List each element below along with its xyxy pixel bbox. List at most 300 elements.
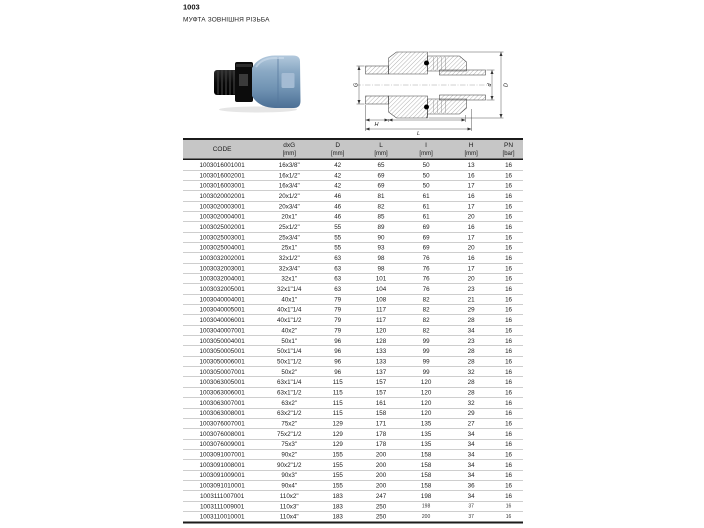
cell-value: 129 [317,429,358,439]
column-header-code: CODE [183,139,261,159]
cell-value: 104 [358,284,404,294]
cell-value: 96 [317,367,358,377]
cell-value: 61 [404,201,448,211]
cell-value: 75x3" [261,439,317,449]
cell-value: 82 [404,325,448,335]
cell-value: 200 [358,449,404,459]
cell-value: 115 [317,377,358,387]
cell-value: 20x1" [261,211,317,221]
cell-code: 1003016001001 [183,159,261,170]
cell-code: 1003111007001 [183,491,261,501]
cell-value: 96 [317,356,358,366]
cell-value: 55 [317,243,358,253]
cell-value: 76 [404,284,448,294]
cell-value: 36 [448,480,494,490]
cell-value: 50 [404,180,448,190]
cell-value: 200 [358,460,404,470]
cell-value: 63 [317,284,358,294]
cell-value: 69 [358,180,404,190]
cell-value: 76 [404,253,448,263]
cell-code: 1003020003001 [183,201,261,211]
cell-code: 1003076008001 [183,429,261,439]
cell-value: 20 [448,211,494,221]
cell-value: 42 [317,159,358,170]
cell-value: 16 [494,449,523,459]
cell-value: 155 [317,449,358,459]
cell-code: 1003050006001 [183,356,261,366]
cell-value: 16 [448,170,494,180]
table-row [183,367,523,377]
cell-value: 40x2" [261,325,317,335]
cell-value: 23 [448,336,494,346]
cell-value: 25x1" [261,243,317,253]
table-row [183,398,523,408]
table-row [183,418,523,428]
column-header-l: L [mm] [358,139,404,159]
table-row [183,470,523,480]
cell-value: 34 [448,439,494,449]
cell-value: 90x2" [261,449,317,459]
cell-value: 99 [404,356,448,366]
cell-value: 120 [404,387,448,397]
cell-value: 158 [404,449,448,459]
table-row [183,305,523,315]
cell-value: 42 [317,170,358,180]
column-header-d: D [mm] [317,139,358,159]
table-row [183,356,523,366]
cell-value: 133 [358,346,404,356]
cell-value: 50x1"1/4 [261,346,317,356]
table-row [183,429,523,439]
cell-value: 69 [404,243,448,253]
cell-value: 63 [317,253,358,263]
cell-value: 137 [358,367,404,377]
collar-ring [235,62,253,102]
cell-value: 198 [404,491,448,501]
cell-value: 16 [494,387,523,397]
cell-value: 16 [494,325,523,335]
cell-value: 82 [404,305,448,315]
cell-value: 20x3/4" [261,201,317,211]
cell-value: 82 [404,294,448,304]
cell-value: 16 [494,253,523,263]
cell-code: 1003110010001 [183,511,261,522]
cell-value: 16 [494,294,523,304]
cell-value: 34 [448,460,494,470]
cell-value: 16 [494,460,523,470]
cell-value: 37 [448,501,494,511]
table-row [183,284,523,294]
table-row [183,222,523,232]
cell-value: 115 [317,408,358,418]
table-row [183,346,523,356]
product-code: 1003 [183,3,200,12]
cell-code: 1003076007001 [183,418,261,428]
cell-value: 65 [358,159,404,170]
dim-label-d: d [487,83,493,87]
cell-value: 96 [317,346,358,356]
cell-value: 32 [448,367,494,377]
cell-value: 29 [448,305,494,315]
cell-value: 25x3/4" [261,232,317,242]
cell-value: 90x4" [261,480,317,490]
table-row [183,232,523,242]
cell-code: 1003063008001 [183,408,261,418]
cell-value: 81 [358,191,404,201]
cell-value: 16 [494,439,523,449]
cell-value: 17 [448,232,494,242]
table-row [183,439,523,449]
cell-value: 120 [404,408,448,418]
dim-label-G: G [353,82,360,88]
table-row [183,336,523,346]
cell-value: 135 [404,418,448,428]
cell-value: 247 [358,491,404,501]
cell-value: 63x2"1/2 [261,408,317,418]
cell-value: 50x2" [261,367,317,377]
cell-code: 1003032003001 [183,263,261,273]
cell-value: 16 [494,243,523,253]
cell-value: 20x1/2" [261,191,317,201]
table-row [183,460,523,470]
column-header-pn: PN [bar] [494,139,523,159]
cell-value: 183 [317,501,358,511]
cell-value: 16 [448,191,494,201]
cell-value: 69 [404,232,448,242]
cell-value: 96 [317,336,358,346]
cell-code: 1003032002001 [183,253,261,263]
cell-value: 50x1" [261,336,317,346]
spec-header-row [183,139,523,159]
cell-value: 61 [404,191,448,201]
cell-value: 135 [404,439,448,449]
table-row [183,511,523,522]
cell-value: 157 [358,377,404,387]
o-ring-top [424,61,429,66]
cell-value: 28 [448,315,494,325]
cell-value: 23 [448,284,494,294]
cell-value: 28 [448,356,494,366]
cell-value: 183 [317,491,358,501]
cell-value: 50 [404,170,448,180]
cell-value: 16 [494,159,523,170]
cell-value: 63 [317,274,358,284]
cell-value: 16 [448,222,494,232]
cell-value: 13 [448,159,494,170]
cell-value: 16 [494,429,523,439]
cell-value: 79 [317,294,358,304]
cell-value: 16x3/8" [261,159,317,170]
cell-value: 16 [494,336,523,346]
cell-code: 1003040005001 [183,305,261,315]
cell-value: 158 [358,408,404,418]
cell-value: 120 [404,398,448,408]
cell-value: 250 [358,501,404,511]
cell-value: 110x3" [261,501,317,511]
cell-value: 16 [494,191,523,201]
cell-value: 101 [358,274,404,284]
cell-value: 120 [358,325,404,335]
technical-drawing [352,35,512,135]
cell-value: 115 [317,398,358,408]
cell-value: 34 [448,449,494,459]
cell-value: 17 [448,180,494,190]
cell-value: 98 [358,253,404,263]
dim-label-D: D [503,83,510,87]
cell-code: 1003020004001 [183,211,261,221]
cell-value: 155 [317,460,358,470]
cell-value: 16 [494,232,523,242]
cell-value: 129 [317,439,358,449]
table-row [183,491,523,501]
cell-code: 1003020002001 [183,191,261,201]
cell-value: 117 [358,305,404,315]
cell-value: 16 [494,315,523,325]
cell-value: 161 [358,398,404,408]
cell-value: 16 [494,398,523,408]
cell-value: 40x1" [261,294,317,304]
cell-value: 99 [404,336,448,346]
cell-value: 55 [317,232,358,242]
cell-value: 20 [448,243,494,253]
cell-value: 115 [317,387,358,397]
cell-value: 16 [494,274,523,284]
o-ring-bottom [424,105,429,110]
cell-value: 171 [358,418,404,428]
table-row [183,274,523,284]
cell-value: 46 [317,211,358,221]
cell-value: 21 [448,294,494,304]
cell-value: 50x1"1/2 [261,356,317,366]
cell-value: 32x1"1/4 [261,284,317,294]
cell-value: 16 [494,491,523,501]
cell-code: 1003016003001 [183,180,261,190]
cell-value: 110x2" [261,491,317,501]
cell-value: 158 [404,460,448,470]
cell-value: 50 [404,159,448,170]
cell-value: 32 [448,398,494,408]
cell-value: 16 [494,180,523,190]
cell-value: 79 [317,325,358,335]
cell-value: 79 [317,315,358,325]
cell-value: 32x1" [261,274,317,284]
cell-value: 69 [358,170,404,180]
cell-value: 16 [494,408,523,418]
cell-value: 133 [358,356,404,366]
cell-value: 16 [494,480,523,490]
cell-value: 99 [404,367,448,377]
cell-value: 16 [494,284,523,294]
cell-value: 34 [448,491,494,501]
table-row [183,211,523,221]
product-photo [204,44,314,119]
cell-value: 61 [404,211,448,221]
cell-code: 1003040004001 [183,294,261,304]
cell-code: 1003025003001 [183,232,261,242]
cell-value: 16 [494,170,523,180]
table-row [183,243,523,253]
cell-value: 32x3/4" [261,263,317,273]
cell-value: 63x1"1/2 [261,387,317,397]
table-row [183,263,523,273]
cell-value: 46 [317,201,358,211]
cell-value: 69 [404,222,448,232]
cell-value: 17 [448,201,494,211]
compression-body [252,56,301,109]
cell-value: 16 [494,470,523,480]
cell-value: 129 [317,418,358,428]
cell-value: 108 [358,294,404,304]
cell-code: 1003050007001 [183,367,261,377]
cell-value: 99 [404,346,448,356]
cell-value: 28 [448,377,494,387]
cell-value: 117 [358,315,404,325]
dim-label-H: H [374,122,379,128]
cell-value: 16x1/2" [261,170,317,180]
cell-value: 25x1/2" [261,222,317,232]
cell-code: 1003091008001 [183,460,261,470]
spec-table-body [183,159,523,522]
cell-value: 42 [317,180,358,190]
cell-value: 155 [317,480,358,490]
cell-code: 1003050005001 [183,346,261,356]
table-row [183,325,523,335]
cell-code: 1003016002001 [183,170,261,180]
cell-value: 158 [404,480,448,490]
cell-code: 1003040006001 [183,315,261,325]
cell-value: 16 [494,356,523,366]
column-header-i: I [mm] [404,139,448,159]
cell-code: 1003040007001 [183,325,261,335]
cell-value: 63 [317,263,358,273]
table-row [183,408,523,418]
cell-value: 85 [358,211,404,221]
cell-code: 1003111009001 [183,501,261,511]
table-row [183,170,523,180]
table-row [183,294,523,304]
cell-value: 40x1"1/4 [261,305,317,315]
cell-value: 16 [494,211,523,221]
spec-table-header [183,139,523,159]
cell-value: 16 [494,367,523,377]
cell-value: 250 [358,511,404,522]
cell-value: 75x2"1/2 [261,429,317,439]
table-row [183,159,523,170]
cell-code: 1003050004001 [183,336,261,346]
table-row [183,480,523,490]
cell-value: 98 [358,263,404,273]
cell-value: 29 [448,408,494,418]
cell-value: 16 [494,222,523,232]
cell-code: 1003025002001 [183,222,261,232]
cell-code: 1003032005001 [183,284,261,294]
table-row [183,377,523,387]
cell-code: 1003091010001 [183,480,261,490]
table-row [183,449,523,459]
cell-value: 16 [494,418,523,428]
cell-value: 110x4" [261,511,317,522]
threaded-end [214,70,238,95]
table-row [183,501,523,511]
cell-code: 1003063006001 [183,387,261,397]
cell-value: 16 [494,305,523,315]
cell-value: 40x1"1/2 [261,315,317,325]
table-row [183,180,523,190]
cell-value: 128 [358,336,404,346]
cell-value: 28 [448,387,494,397]
cell-value: 16 [494,263,523,273]
cell-value: 46 [317,191,358,201]
cell-code: 1003091009001 [183,470,261,480]
cell-value: 82 [358,201,404,211]
cell-value: 79 [317,305,358,315]
cell-value: 17 [448,263,494,273]
cell-value: 20 [448,274,494,284]
cell-value: 16 [494,201,523,211]
cell-code: 1003063007001 [183,398,261,408]
cell-value: 155 [317,470,358,480]
cell-code: 1003032004001 [183,274,261,284]
column-header-dxg: dxG [mm] [261,139,317,159]
cell-value: 198 [404,501,448,511]
cell-value: 16 [494,511,523,522]
cell-value: 200 [358,470,404,480]
cell-value: 34 [448,470,494,480]
cell-value: 16 [448,253,494,263]
cell-value: 89 [358,222,404,232]
cell-value: 200 [404,511,448,522]
cell-value: 76 [404,263,448,273]
cell-value: 90x2"1/2 [261,460,317,470]
dim-label-L: L [416,131,421,135]
cell-value: 16 [494,377,523,387]
table-row [183,191,523,201]
cell-value: 63x1"1/4 [261,377,317,387]
cell-value: 178 [358,429,404,439]
cell-value: 90 [358,232,404,242]
cell-value: 34 [448,325,494,335]
cell-value: 183 [317,511,358,522]
cell-value: 16 [494,501,523,511]
page-title: МУФТА ЗОВНІШНЯ РІЗЬБА [183,15,270,23]
cell-value: 63x2" [261,398,317,408]
cell-code: 1003063005001 [183,377,261,387]
cell-value: 27 [448,418,494,428]
cell-code: 1003091007001 [183,449,261,459]
cell-value: 76 [404,274,448,284]
cell-value: 37 [448,511,494,522]
cell-value: 93 [358,243,404,253]
cell-code: 1003076009001 [183,439,261,449]
cell-value: 55 [317,222,358,232]
cell-value: 34 [448,429,494,439]
column-header-h: H [mm] [448,139,494,159]
cell-value: 135 [404,429,448,439]
cell-value: 158 [404,470,448,480]
dim-label-I: I [426,114,428,120]
cell-value: 120 [404,377,448,387]
spec-table [183,138,523,524]
table-row [183,387,523,397]
cell-value: 200 [358,480,404,490]
cell-value: 75x2" [261,418,317,428]
cell-value: 82 [404,315,448,325]
table-row [183,201,523,211]
cell-value: 157 [358,387,404,397]
table-row [183,253,523,263]
table-row [183,315,523,325]
cell-code: 1003025004001 [183,243,261,253]
